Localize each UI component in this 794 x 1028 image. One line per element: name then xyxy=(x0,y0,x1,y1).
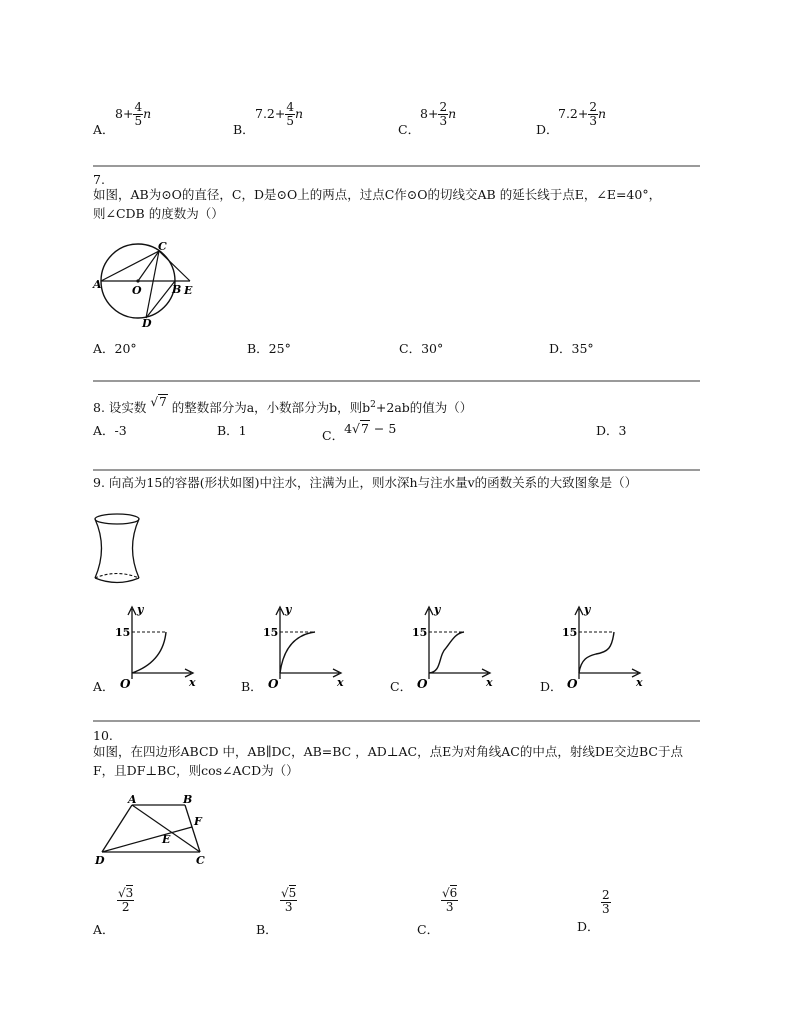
svg-text:x: x xyxy=(486,676,493,689)
q6-option-c-expr: 8+ $\frac{2}{3}$ n xyxy=(420,100,457,128)
svg-text:15: 15 xyxy=(412,626,428,639)
svg-text:y: y xyxy=(285,604,292,616)
svg-text:B: B xyxy=(183,793,193,806)
svg-text:O: O xyxy=(567,677,578,690)
q7-circle-figure xyxy=(90,238,200,328)
svg-text:O: O xyxy=(268,677,279,690)
q9-option-d[interactable]: D． y x O 15 xyxy=(540,604,650,690)
q9-container-right xyxy=(133,519,140,578)
svg-text:x: x xyxy=(636,676,643,689)
q9-stem: 9. 向高为15的容器(形状如图)中注水，注满为止，则水深h与注水量v的函数关系的大致图象是（） xyxy=(93,475,638,490)
svg-text:15: 15 xyxy=(562,626,578,639)
svg-text:D: D xyxy=(95,854,105,867)
q9-graph-a xyxy=(111,604,199,690)
svg-text:x: x xyxy=(337,676,344,689)
q10-quadrilateral-figure xyxy=(92,793,217,868)
q7-label-b: B xyxy=(172,283,182,296)
q10-stem-line2: F，且DF⊥BC，则cos∠ACD为（） xyxy=(93,763,299,778)
q7-stem-line2: 则∠CDB 的度数为（） xyxy=(93,206,224,221)
q9-container-bottom-front xyxy=(95,578,139,583)
divider xyxy=(93,380,700,382)
q7-center-dot xyxy=(136,279,139,282)
q9-curve-b xyxy=(280,632,315,673)
q6-option-d-expr: 7.2+ $\frac{2}{3}$ n xyxy=(558,100,607,128)
svg-text:y: y xyxy=(584,604,591,616)
divider xyxy=(93,469,700,471)
q7-option-a[interactable]: A．20° xyxy=(93,341,137,356)
q8-sqrt: √7 xyxy=(150,395,167,410)
q8-stem: 8. 设实数 √7 的整数部分为a，小数部分为b，则$b^2+2ab$的值为（） xyxy=(93,395,473,416)
q9-option-b[interactable]: B． y x O 15 xyxy=(241,604,351,690)
q9-graph-c xyxy=(408,604,496,690)
svg-text:y: y xyxy=(137,604,144,616)
q7-label-c: C xyxy=(158,240,167,253)
svg-text:15: 15 xyxy=(115,626,131,639)
q7-label-a: A xyxy=(93,278,102,291)
q7-option-b[interactable]: B．25° xyxy=(247,341,291,356)
q9-graph-d xyxy=(558,604,646,690)
q7-line-ac xyxy=(101,251,159,281)
q9-container-figure xyxy=(90,510,150,588)
q10-stem-line1: 如图，在四边形ABCD 中，AB∥DC，AB=BC ，AD⊥AC，点E为对角线AC的中点，射线DE交边BC于点 xyxy=(93,744,683,759)
q9-option-c[interactable]: C． y x O 15 xyxy=(390,604,500,690)
q9-container-bottom-back xyxy=(95,574,139,579)
svg-text:A: A xyxy=(128,793,137,806)
divider xyxy=(93,165,700,167)
q7-number: 7. xyxy=(93,172,105,187)
q9-option-a[interactable]: A． y x O 15 xyxy=(93,604,203,690)
q7-option-d[interactable]: D．35° xyxy=(549,341,594,356)
q9-container-top xyxy=(95,514,139,524)
q6-option-b-expr: 7.2+ $\frac{4}{5}$ n xyxy=(255,100,304,128)
svg-text:15: 15 xyxy=(263,626,279,639)
svg-text:y: y xyxy=(434,604,441,616)
svg-text:F: F xyxy=(194,815,202,828)
q8-option-c[interactable]: C．4√7 − 5 xyxy=(322,421,397,443)
divider xyxy=(93,720,700,722)
q8-option-d[interactable]: D．3 xyxy=(596,423,627,438)
q9-curve-a xyxy=(132,632,166,673)
q9-curve-d xyxy=(579,632,614,673)
svg-text:O: O xyxy=(120,677,131,690)
q8-option-a[interactable]: A．-3 xyxy=(93,423,127,438)
q6-option-a-expr: 8+ $\frac{4}{5}$ n xyxy=(115,100,152,128)
q7-option-c[interactable]: C．30° xyxy=(399,341,444,356)
q9-curve-c xyxy=(429,632,464,673)
svg-text:E: E xyxy=(162,833,171,846)
svg-text:O: O xyxy=(417,677,428,690)
q8-option-b[interactable]: B．1 xyxy=(217,423,247,438)
q9-graph-b xyxy=(259,604,347,690)
q7-label-o: O xyxy=(132,284,142,297)
q10-number: 10. xyxy=(93,728,113,743)
q7-label-d: D xyxy=(142,317,152,328)
q7-stem-line1: 如图，AB为⊙O的直径，C，D是⊙O上的两点，过点C作⊙O的切线交AB 的延长线于点E，∠E=40°， xyxy=(93,187,662,202)
svg-text:C: C xyxy=(196,854,205,867)
q9-container-left xyxy=(95,519,102,578)
svg-text:x: x xyxy=(189,676,196,689)
q7-label-e: E xyxy=(184,284,193,297)
